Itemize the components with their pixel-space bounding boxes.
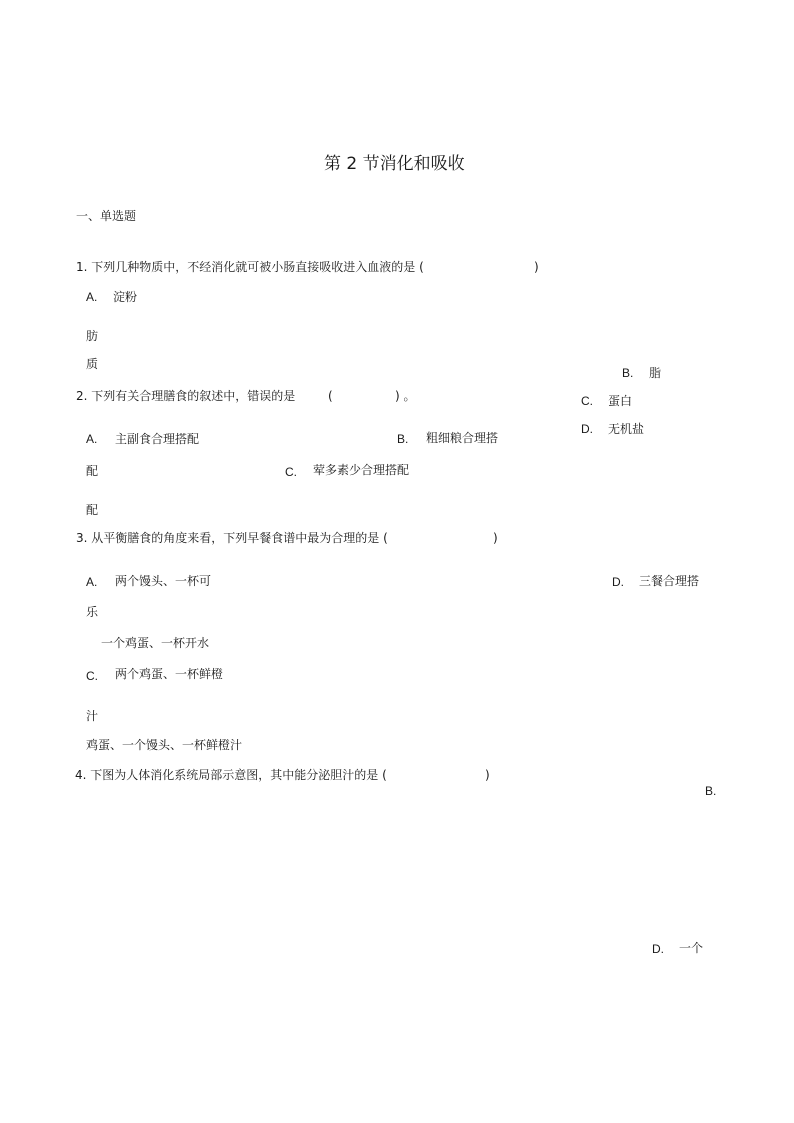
question-2-option-c-text: 荤多素少合理搭配 (313, 463, 410, 477)
question-3-fragment-2: 汁 (86, 709, 99, 723)
section-heading: 一、单选题 (76, 209, 137, 223)
question-2-option-b-label: B. (397, 432, 409, 446)
question-2-paren-open: ( (328, 389, 333, 403)
question-4-paren-close: ) (485, 768, 490, 782)
question-1-option-d-text: 无机盐 (608, 422, 645, 436)
question-3-option-a-text: 两个馒头、一杯可 (115, 574, 212, 588)
question-2-fragment-1: 配 (86, 464, 99, 478)
question-2-option-c-label: C. (285, 465, 297, 479)
question-1-stem: 1. 下列几种物质中，不经消化就可被小肠直接吸收进入血液的是 ( (76, 260, 424, 274)
question-1-option-a-text: 淀粉 (113, 290, 138, 304)
question-1-paren-close: ) (534, 260, 539, 274)
question-3-fragment-1: 乐 (86, 605, 99, 619)
question-3-option-c-text: 两个鸡蛋、一杯鲜橙 (115, 667, 224, 681)
question-1-fragment-2: 质 (86, 357, 99, 371)
question-3-line-b: 一个鸡蛋、一杯开水 (101, 636, 210, 650)
question-2-option-a-label: A. (86, 432, 98, 446)
question-4-option-d-text: 一个 (679, 941, 704, 955)
question-3-option-d-text: 三餐合理搭 (639, 574, 700, 588)
question-3-paren-close: ) (493, 531, 498, 545)
question-4-option-d-label: D. (652, 942, 664, 956)
question-1-option-a-label: A. (86, 290, 98, 304)
question-4-option-b-label: B. (705, 784, 717, 798)
question-1-option-c-text: 蛋白 (608, 394, 633, 408)
question-3-option-c-label: C. (86, 669, 98, 683)
question-3-stem: 3. 从平衡膳食的角度来看，下列早餐食谱中最为合理的是 ( (76, 531, 388, 545)
question-1-option-b-label: B. (622, 366, 634, 380)
question-2-fragment-2: 配 (86, 503, 99, 517)
question-3-option-a-label: A. (86, 575, 98, 589)
question-3-line-d: 鸡蛋、一个馒头、一杯鲜橙汁 (86, 738, 243, 752)
page-title: 第 2 节消化和吸收 (324, 154, 465, 174)
question-2-stem: 2. 下列有关合理膳食的叙述中，错误的是 (76, 389, 296, 403)
question-4-stem: 4. 下图为人体消化系统局部示意图，其中能分泌胆汁的是 ( (75, 768, 387, 782)
question-1-option-d-label: D. (581, 422, 593, 436)
question-3-option-d-label: D. (612, 575, 624, 589)
question-1-option-b-text: 脂 (649, 366, 662, 380)
question-2-option-a-text: 主副食合理搭配 (115, 432, 200, 446)
question-2-option-b-text: 粗细粮合理搭 (426, 431, 499, 445)
question-1-fragment-1: 肪 (86, 329, 99, 343)
question-2-paren-close: ) 。 (395, 389, 416, 403)
question-1-option-c-label: C. (581, 394, 593, 408)
